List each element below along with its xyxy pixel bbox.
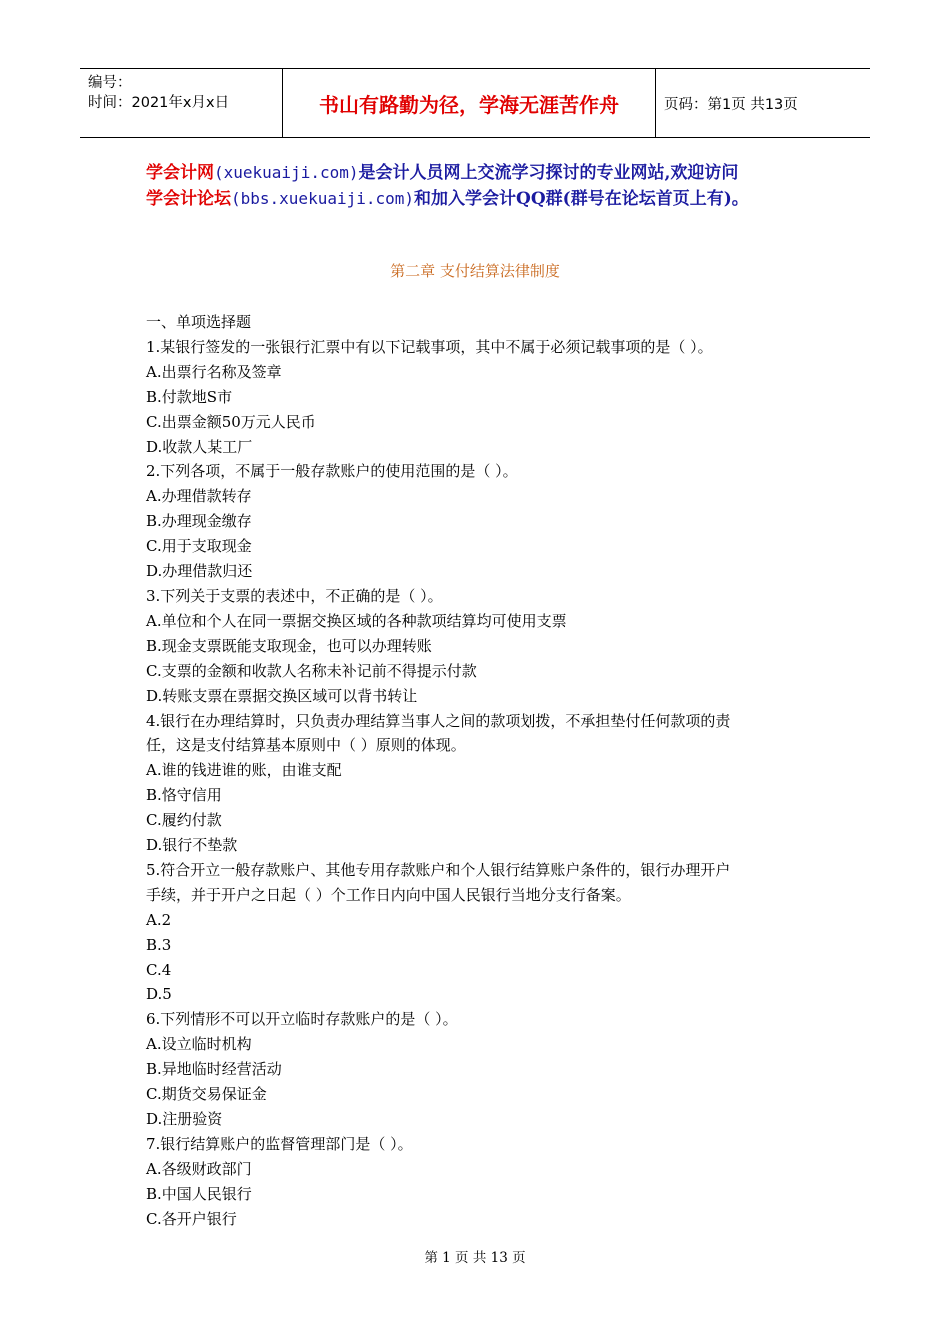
content-line: C.支票的金额和收款人名称未补记前不得提示付款 — [146, 661, 477, 680]
content-line: D.办理借款归还 — [146, 562, 253, 581]
content-line: 1.某银行签发的一张银行汇票中有以下记载事项，其中不属于必须记载事项的是（ ）。 — [146, 337, 713, 356]
promo-banner — [146, 160, 846, 212]
content-line: C.用于支取现金 — [146, 537, 252, 556]
content-line: A.谁的钱进谁的账，由谁支配 — [146, 761, 342, 780]
content-line: 6.下列情形不可以开立临时存款账户的是（ ）。 — [146, 1010, 458, 1029]
content-line: D.5 — [146, 985, 172, 1004]
forum-url-link[interactable]: (bbs.xuekuaiji.com) — [231, 189, 415, 208]
content-line: C.各开户银行 — [146, 1209, 237, 1228]
motto-text: 书山有路勤为径，学海无涯苦作舟 — [319, 92, 619, 117]
document-number-label: 编号： — [88, 75, 132, 91]
promo-line-1-text: 是会计人员网上交流学习探讨的专业网站,欢迎访问 — [358, 163, 739, 183]
promo-line-1 — [146, 160, 846, 186]
content-line: D.注册验资 — [146, 1110, 223, 1128]
content-line: B.恪守信用 — [146, 786, 222, 805]
site-name-link[interactable]: 学会计网 — [146, 163, 214, 183]
content-line: B.付款地S市 — [146, 387, 233, 406]
content-line: A.各级财政部门 — [146, 1159, 252, 1178]
content-line: B.异地临时经营活动 — [146, 1060, 282, 1079]
content-line: B.现金支票既能支取现金，也可以办理转账 — [146, 636, 432, 655]
content-line: D.收款人某工厂 — [146, 437, 253, 456]
promo-line-2-text: 和加入学会计QQ群(群号在论坛首页上有)。 — [414, 189, 749, 209]
content-line: C.4 — [146, 960, 172, 979]
content-line: A.2 — [146, 910, 172, 929]
content-line: 3.下列关于支票的表述中，不正确的是（ ）。 — [146, 586, 443, 605]
content-line: 7.银行结算账户的监督管理部门是（ ）。 — [146, 1134, 413, 1153]
content-line: 5.符合开立一般存款账户、其他专用存款账户和个人银行结算账户条件的，银行办理开户 — [146, 860, 731, 879]
content-line: A.设立临时机构 — [146, 1035, 252, 1054]
content-line: C.履约付款 — [146, 811, 222, 830]
chapter-title: 第二章 支付结算法律制度 — [390, 262, 560, 280]
content-line: 2.下列各项，不属于一般存款账户的使用范围的是（ ）。 — [146, 462, 518, 481]
content-line: B.办理现金缴存 — [146, 512, 252, 531]
content-line: B.3 — [146, 935, 172, 954]
content-line: 一、单项选择题 — [146, 313, 252, 331]
content-line: D.银行不垫款 — [146, 836, 238, 855]
content-line: A.办理借款转存 — [146, 487, 252, 506]
site-url-link[interactable]: (xuekuaiji.com) — [214, 163, 359, 182]
content-line: 4.银行在办理结算时，只负责办理结算当事人之间的款项划拨，不承担垫付任何款项的责 — [146, 711, 731, 730]
content-line: D.转账支票在票据交换区域可以背书转让 — [146, 686, 418, 705]
page-info: 页码：第1页 共13页 — [664, 96, 798, 113]
header-table — [80, 68, 870, 138]
content-line: A.单位和个人在同一票据交换区域的各种款项结算均可使用支票 — [146, 611, 567, 630]
content-line: 手续，并于开户之日起（ ）个工作日内向中国人民银行当地分支行备案。 — [146, 885, 631, 904]
page-footer: 第 1 页 共 13 页 — [424, 1250, 526, 1266]
question-content — [146, 310, 816, 1232]
forum-name-link[interactable]: 学会计论坛 — [146, 189, 231, 209]
document-date: 时间：2021年x月x日 — [88, 95, 230, 111]
header-left-cell — [80, 69, 282, 137]
content-line: B.中国人民银行 — [146, 1184, 252, 1203]
content-line: C.出票金额50万元人民币 — [146, 412, 316, 431]
promo-line-2 — [146, 186, 846, 212]
content-line: 任，这是支付结算基本原则中（ ）原则的体现。 — [146, 736, 466, 755]
content-line: A.出票行名称及签章 — [146, 362, 282, 381]
content-line: C.期货交易保证金 — [146, 1085, 267, 1104]
header-motto-cell — [282, 69, 656, 137]
header-page-cell — [656, 69, 870, 137]
